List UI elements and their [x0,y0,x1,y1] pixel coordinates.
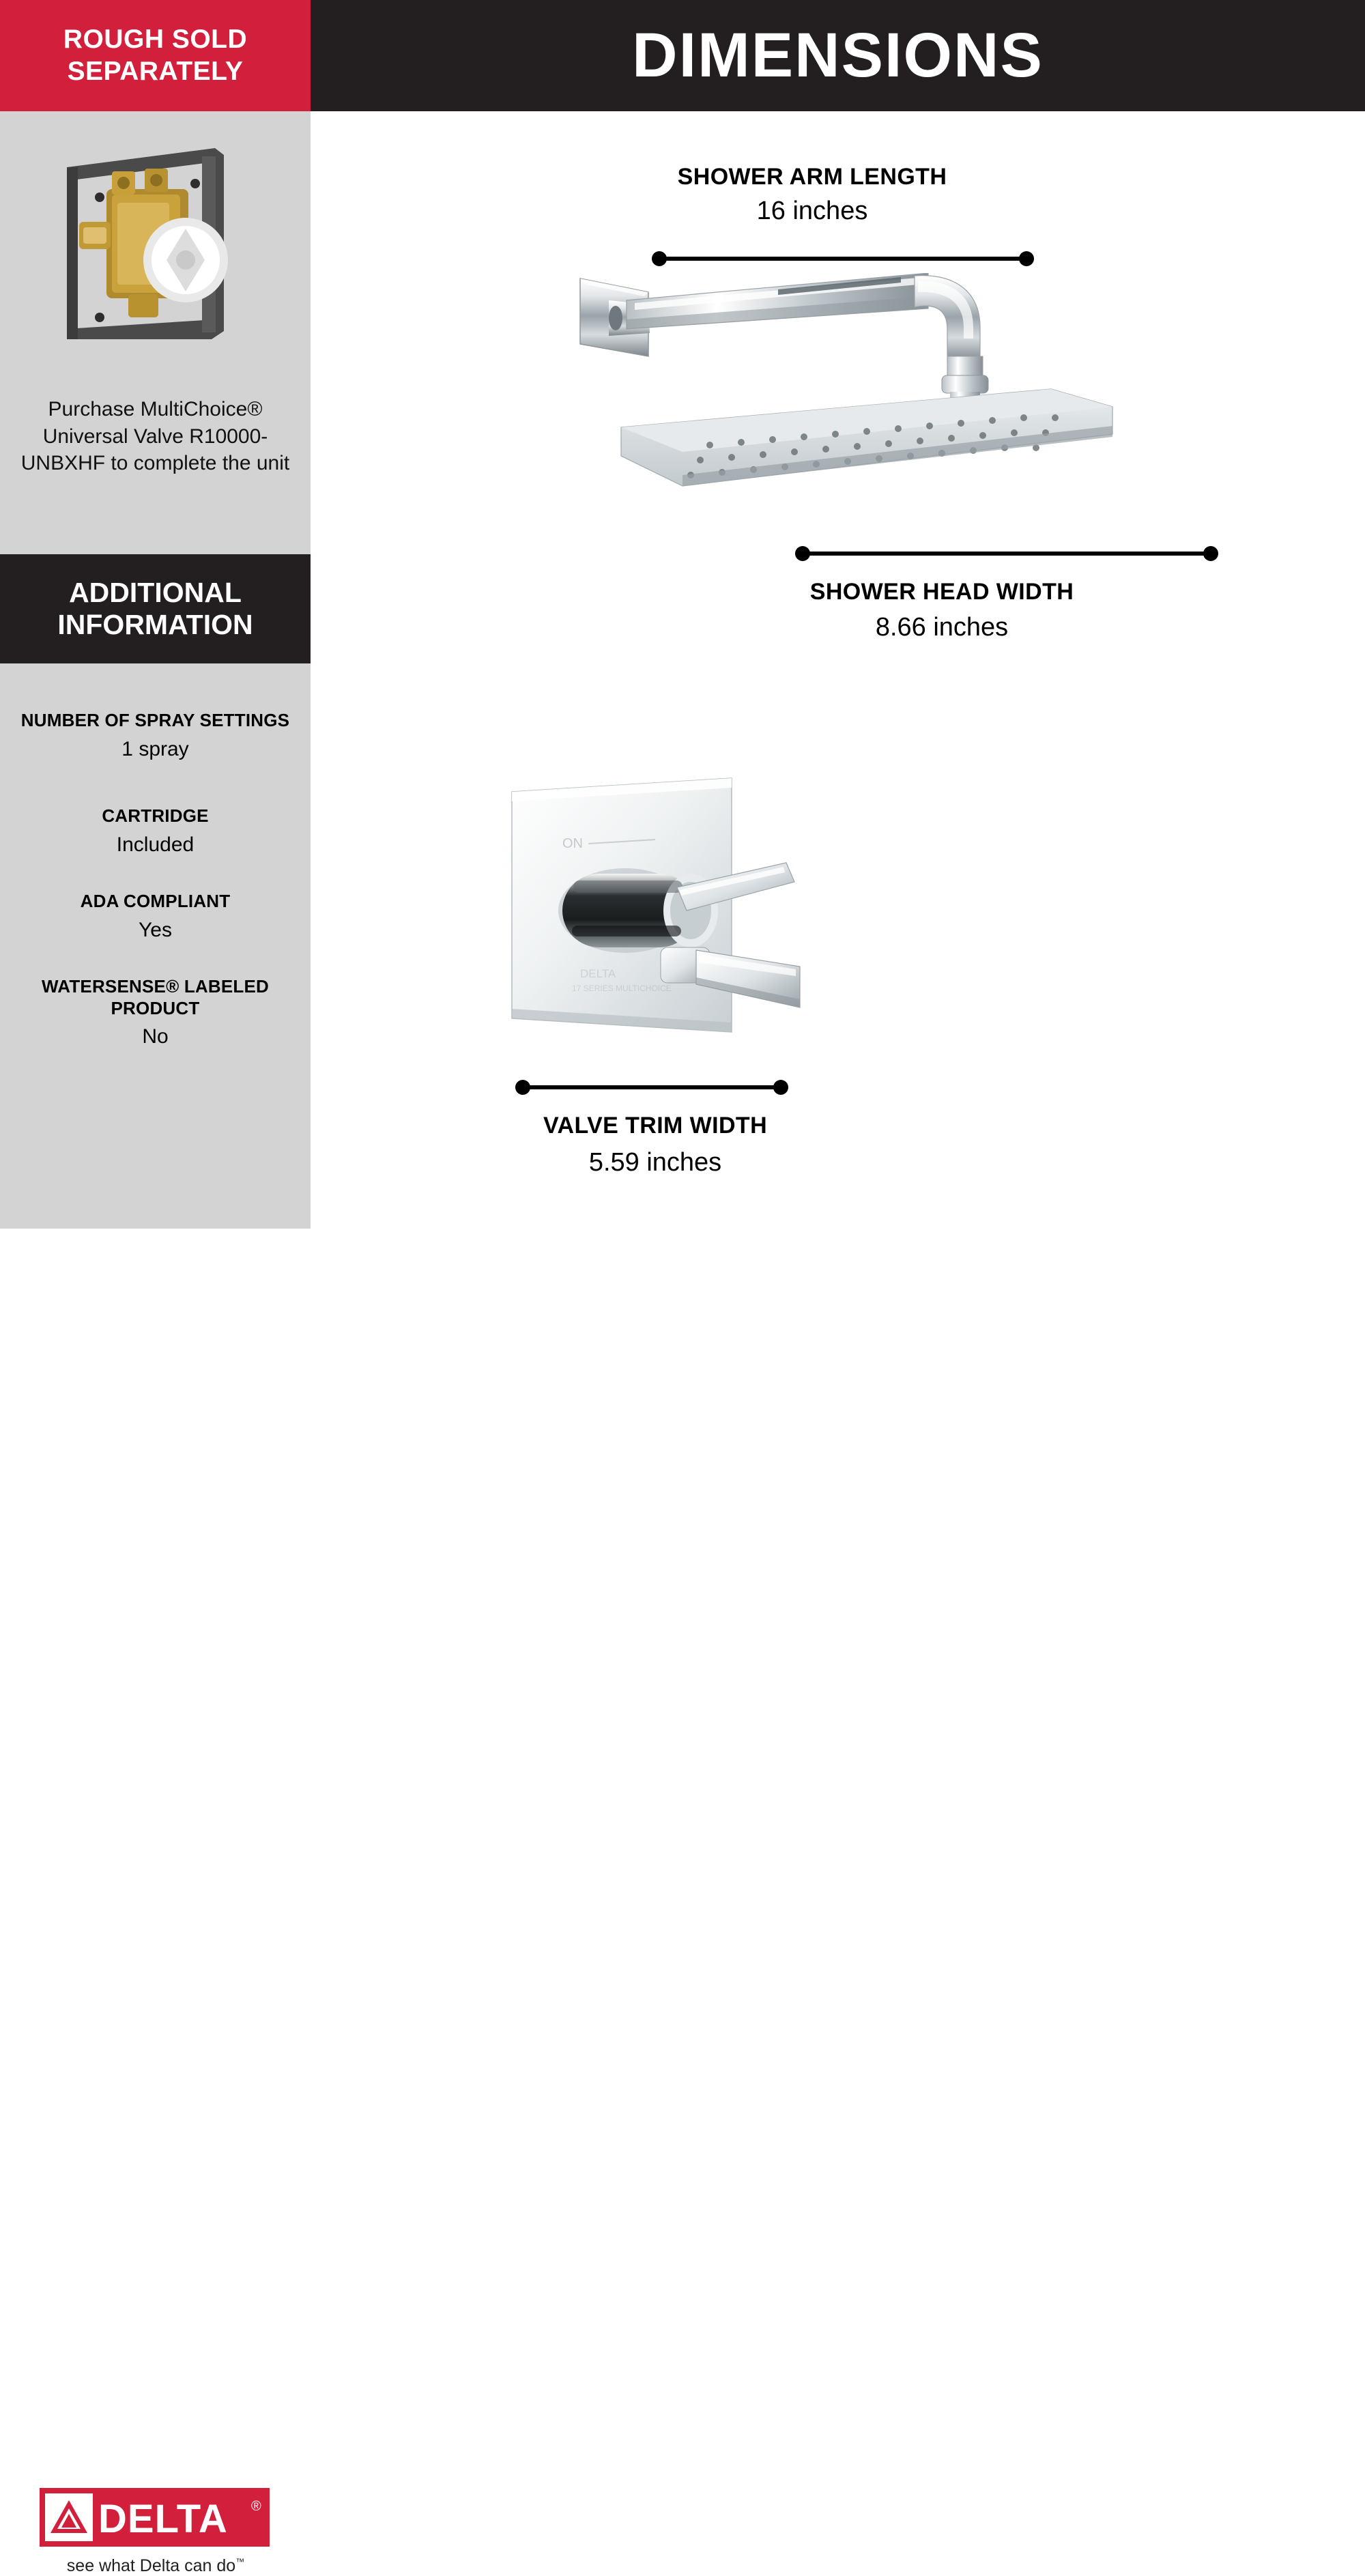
shower-arm-elbow [915,276,980,362]
spec-value: 1 spray [121,737,189,760]
spec-ada-compliant [12,891,298,943]
spec-value: Yes [139,918,172,941]
spec-watersense [12,976,298,1050]
rough-valve-caption: Purchase MultiChoice® Universal Valve R10000-UNBXHF to complete the unit [20,398,290,475]
valve-trim-width-dimension-line [515,1080,788,1095]
valve-trim-width-value: 5.59 inches [588,1148,722,1177]
shower-head [621,389,1112,486]
delta-tagline-text: see what Delta can do [66,2556,236,2575]
additional-banner-line1: ADDITIONAL [69,576,242,608]
page-header [311,0,1365,111]
dimension-endpoint-right [1203,546,1218,561]
dimension-endpoint-right [1019,251,1034,266]
sidebar [0,0,311,2575]
shower-arm-length-value: 16 inches [756,197,868,225]
rough-sold-separately-banner [0,0,311,111]
delta-triangle-icon [45,2493,93,2541]
shower-arm-horizontal [627,273,928,329]
dimension-bar [659,257,1026,261]
spec-label: NUMBER OF SPRAY SETTINGS [20,710,290,730]
delta-logo-bar [40,2488,270,2547]
delta-tagline-tm: ™ [235,2556,245,2567]
svg-text:ON: ON [562,836,583,851]
delta-tagline [40,2556,272,2576]
dimension-endpoint-right [773,1080,788,1095]
additional-information-banner [0,554,311,663]
page-title: DIMENSIONS [632,20,1044,90]
brand-logo-area [0,1229,311,2575]
dimension-bar [803,552,1211,556]
shower-head-width-dimension-line [795,546,1218,561]
shower-head-and-arm-illustration [573,273,1310,546]
shower-head-width-title: SHOWER HEAD WIDTH [809,579,1074,605]
svg-text:17 SERIES MULTICHOICE: 17 SERIES MULTICHOICE [572,984,672,993]
spec-value: Included [116,833,195,856]
delta-logo [40,2488,272,2576]
spec-spray-settings [12,710,298,762]
spec-label: CARTRIDGE [102,805,209,826]
spec-cartridge [12,805,298,858]
delta-wordmark: DELTA [98,2497,228,2541]
spec-label: ADA COMPLIANT [80,891,231,911]
shower-arm-length-title: SHOWER ARM LENGTH [677,164,947,190]
shower-head-width-value: 8.66 inches [875,613,1009,642]
valve-trim-illustration [491,764,874,1078]
rough-banner-text [63,24,247,87]
spec-label: WATERSENSE® LABELED PRODUCT [41,976,270,1018]
svg-text:DELTA: DELTA [580,967,616,980]
temperature-control-knob [558,868,718,953]
delta-registered-mark: ® [251,2499,261,2514]
dimension-bar [523,1085,781,1089]
multichoice-rough-valve-photo [41,126,273,375]
additional-banner-text [57,577,253,641]
rough-banner-line2: SEPARATELY [67,56,244,86]
valve-trim-width-title: VALVE TRIM WIDTH [543,1113,768,1139]
shower-arm-dimension-line [652,251,1034,266]
additional-banner-line2: INFORMATION [57,609,253,640]
rough-banner-line1: ROUGH SOLD [63,25,248,55]
spec-value: No [142,1025,169,1048]
